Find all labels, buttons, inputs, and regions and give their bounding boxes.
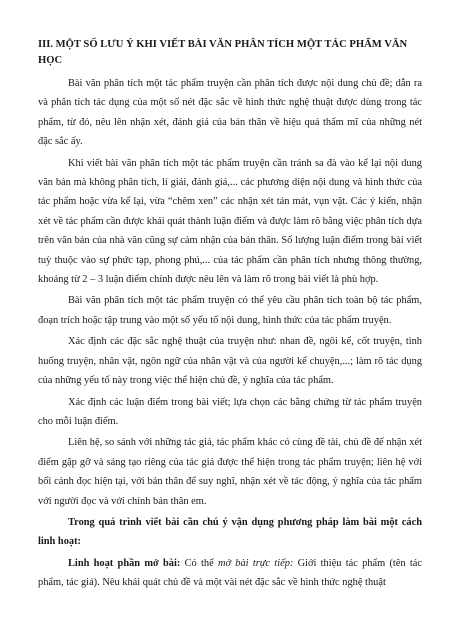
paragraph-intro-method bbox=[38, 554, 422, 593]
section-heading: III. MỘT SỐ LƯU Ý KHI VIẾT BÀI VĂN PHÂN TÍCH MỘT TÁC PHẨM VĂN HỌC bbox=[38, 39, 408, 66]
paragraph-4: Xác định các đặc sắc nghệ thuật của truyện như: nhan đề, ngôi kể, cốt truyện, tình huống truyện, nhân vật, ngôn ngữ của nhân vật và của người kể chuyện,...; làm rõ tác dụng của những yếu tố này trong việc thể hiện chủ đề, ý nghĩa của tác phẩm. bbox=[38, 336, 422, 387]
paragraph-6: Liên hệ, so sánh với những tác giả, tác phẩm khác có cùng đề tài, chủ đề để nhận xét điểm gặp gỡ và sáng tạo riêng của tác giả được thể hiện trong tác phẩm truyện; liên hệ với bối cảnh đọc hiện tại, với bản thân để suy nghĩ, nhận xét về tác động, ý nghĩa của tác phẩm với người đọc và với chính bản thân em. bbox=[38, 437, 422, 507]
intro-label: Linh hoạt phần mở bài: bbox=[68, 557, 181, 569]
intro-text-2: Giới thiệu tác phẩm (tên tác phẩm, tác giả). Nêu khái quát chủ đề và một vài nét đặc sắc về hình thức nghệ thuật bbox=[38, 557, 422, 589]
paragraph-1: Bài văn phân tích một tác phẩm truyện cần phân tích được nội dung chủ đề; dẫn ra và phân tích tác dụng của một số nét đặc sắc về hình thức nghệ thuật được dùng trong tác phẩm, từ đó, nêu lên nhận xét, đánh giá của bản thân về hiệu quả thẩm mĩ của những nét đặc sắc ấy. bbox=[38, 78, 422, 148]
method-note: Trong quá trình viết bài cần chú ý vận dụng phương pháp làm bài một cách linh hoạt: bbox=[38, 516, 422, 548]
intro-italic: mở bài trực tiếp: bbox=[217, 557, 294, 569]
intro-text-1: Có thể bbox=[180, 557, 218, 569]
paragraph-5: Xác định các luận điểm trong bài viết; lựa chọn các bằng chứng từ tác phẩm truyện cho mỗi luận điểm. bbox=[38, 396, 422, 427]
paragraph-3: Bài văn phân tích một tác phẩm truyện có thể yêu cầu phân tích toàn bộ tác phẩm, đoạn trích hoặc tập trung vào một số yếu tố nội dung, hình thức của tác phẩm truyện. bbox=[38, 295, 422, 326]
paragraph-2: Khi viết bài văn phân tích một tác phẩm truyện cần tránh sa đà vào kể lại nội dung văn bản mà không phân tích, lí giải, đánh giá,... các phương diện nội dung và hình thức của tác phẩm hoặc vừa kể lại, vừa “chêm xen” các nhận xét tản mát, vụn vặt. Các ý kiến, nhận xét về tác phẩm cần được khái quát thành luận điểm và được làm rõ bằng việc phân tích dựa trên văn bản của nhà văn cũng sự cảm nhận của bản thân. Số lượng luận điểm trong bài viết tuỳ thuộc vào sự phức tạp, phong phú,... của tác phẩm cần phân tích nhưng thông thường, khoảng từ 2 – 3 luận điểm chính được nêu lên và làm rõ trong bài viết là phù hợp. bbox=[38, 157, 422, 286]
